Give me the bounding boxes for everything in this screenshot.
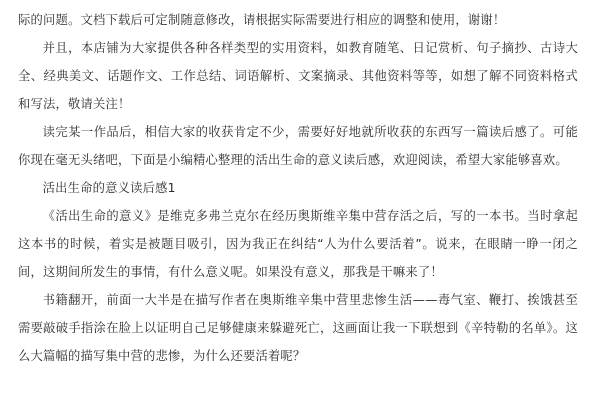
- paragraph-intro-continuation: 际的问题。文档下载后可定制随意修改，请根据实际需要进行相应的调整和使用，谢谢！: [18, 13, 506, 27]
- paragraph-book-content: 书籍翻开，前面一大半是在描写作者在奥斯维辛集中营里悲惨生活——毒气室、鞭打、挨饿甚至需要敲破手指涂在脸上以证明自己足够健康来躲避死亡，这画面让我一下联想到《辛特勒的名单》。这么大篇幅的描写集中营的悲惨，为什么还要活着呢？: [18, 293, 578, 363]
- document-body: [18, 6, 578, 370]
- paragraph-site-resources: 并且，本店铺为大家提供各种各样类型的实用资料，如教育随笔、日记赏析、句子摘抄、古诗大全、经典美文、话题作文、工作总结、词语解析、文案摘录、其他资料等等，如想了解不同资料格式和写法，敬请关注！: [18, 41, 578, 111]
- heading-essay-title: 活出生命的意义读后感1: [42, 181, 176, 195]
- paragraph-book-background: 《活出生命的意义》是维克多弗兰克尔在经历奥斯维辛集中营存活之后，写的一本书。当时拿起这本书的时候，着实是被题目吸引，因为我正在纠结“人为什么要活着”。说来，在眼睛一睁一闭之间，这期间所发生的事情，有什么意义呢。如果没有意义，那我是干嘛来了！: [18, 209, 578, 279]
- paragraph-reading-gains: 读完某一作品后，相信大家的收获肯定不少，需要好好地就所收获的东西写一篇读后感了。可能你现在毫无头绪吧，下面是小编精心整理的活出生命的意义读后感，欢迎阅读，希望大家能够喜欢。: [18, 125, 578, 167]
